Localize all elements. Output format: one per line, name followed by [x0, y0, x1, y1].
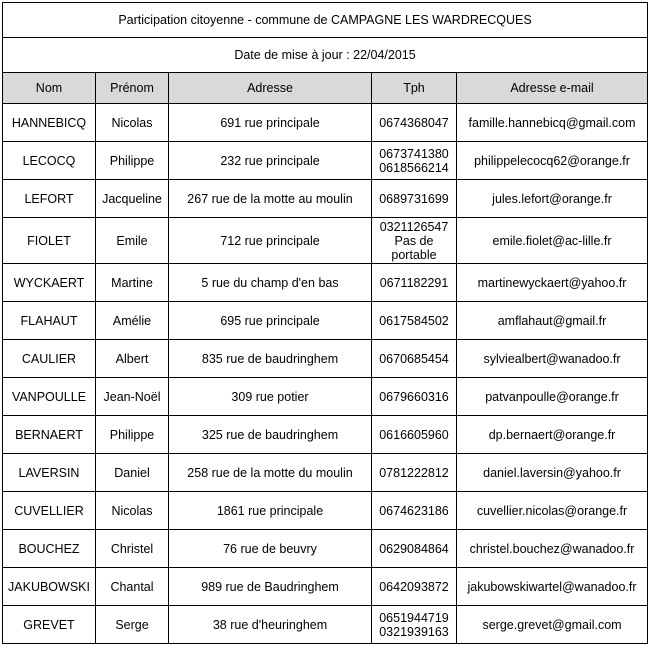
table-row [3, 302, 648, 340]
prenom-cell: Daniel [96, 454, 169, 492]
table-row [3, 218, 648, 264]
column-header-email: Adresse e-mail [457, 73, 648, 104]
column-header-adresse: Adresse [169, 73, 372, 104]
nom-cell: JAKUBOWSKI [3, 568, 96, 606]
prenom-cell: Christel [96, 530, 169, 568]
phone-line: 0321126547 [379, 219, 449, 234]
nom-cell: BOUCHEZ [3, 530, 96, 568]
phone-cell [372, 454, 457, 492]
prenom-cell: Serge [96, 606, 169, 644]
prenom-cell: Jacqueline [96, 180, 169, 218]
email-cell: jules.lefort@orange.fr [457, 180, 648, 218]
phone-cell [372, 340, 457, 378]
phone-line: 0616605960 [379, 427, 449, 442]
phone-cell [372, 492, 457, 530]
prenom-cell: Nicolas [96, 492, 169, 530]
prenom-cell: Jean-Noël [96, 378, 169, 416]
phone-cell [372, 142, 457, 180]
adresse-cell: 267 rue de la motte au moulin [169, 180, 372, 218]
adresse-cell: 835 rue de baudringhem [169, 340, 372, 378]
adresse-cell: 695 rue principale [169, 302, 372, 340]
nom-cell: FIOLET [3, 218, 96, 264]
nom-cell: VANPOULLE [3, 378, 96, 416]
phone-line: portable [391, 247, 437, 262]
adresse-cell: 1861 rue principale [169, 492, 372, 530]
nom-cell: GREVET [3, 606, 96, 644]
nom-cell: BERNAERT [3, 416, 96, 454]
column-header-prenom: Prénom [96, 73, 169, 104]
email-cell: emile.fiolet@ac-lille.fr [457, 218, 648, 264]
nom-cell: LEFORT [3, 180, 96, 218]
update-date: Date de mise à jour : 22/04/2015 [3, 38, 648, 73]
participants-table [2, 2, 648, 644]
table-row [3, 378, 648, 416]
email-cell: christel.bouchez@wanadoo.fr [457, 530, 648, 568]
nom-cell: HANNEBICQ [3, 104, 96, 142]
phone-cell [372, 530, 457, 568]
column-header-tph: Tph [372, 73, 457, 104]
phone-line: 0670685454 [379, 351, 449, 366]
email-cell: amflahaut@gmail.fr [457, 302, 648, 340]
phone-cell [372, 218, 457, 264]
phone-line: 0321939163 [379, 624, 449, 639]
adresse-cell: 691 rue principale [169, 104, 372, 142]
adresse-cell: 232 rue principale [169, 142, 372, 180]
phone-line: 0673741380 [379, 146, 449, 161]
email-cell: jakubowskiwartel@wanadoo.fr [457, 568, 648, 606]
email-cell: cuvellier.nicolas@orange.fr [457, 492, 648, 530]
email-cell: sylviealbert@wanadoo.fr [457, 340, 648, 378]
adresse-cell: 258 rue de la motte du moulin [169, 454, 372, 492]
nom-cell: WYCKAERT [3, 264, 96, 302]
table-row [3, 606, 648, 644]
adresse-cell: 989 rue de Baudringhem [169, 568, 372, 606]
nom-cell: CAULIER [3, 340, 96, 378]
phone-line: 0629084864 [379, 541, 449, 556]
table-row [3, 340, 648, 378]
phone-cell [372, 180, 457, 218]
table-row [3, 142, 648, 180]
table-row [3, 454, 648, 492]
phone-line: 0618566214 [379, 160, 449, 175]
nom-cell: FLAHAUT [3, 302, 96, 340]
nom-cell: LECOCQ [3, 142, 96, 180]
email-cell: serge.grevet@gmail.com [457, 606, 648, 644]
adresse-cell: 76 rue de beuvry [169, 530, 372, 568]
adresse-cell: 325 rue de baudringhem [169, 416, 372, 454]
phone-line: 0651944719 [379, 610, 449, 625]
phone-cell [372, 416, 457, 454]
adresse-cell: 38 rue d'heuringhem [169, 606, 372, 644]
prenom-cell: Philippe [96, 416, 169, 454]
adresse-cell: 309 rue potier [169, 378, 372, 416]
table-row [3, 264, 648, 302]
prenom-cell: Chantal [96, 568, 169, 606]
prenom-cell: Emile [96, 218, 169, 264]
table-row [3, 530, 648, 568]
phone-cell [372, 264, 457, 302]
prenom-cell: Martine [96, 264, 169, 302]
table-row [3, 568, 648, 606]
phone-line: 0642093872 [379, 579, 449, 594]
prenom-cell: Nicolas [96, 104, 169, 142]
phone-cell [372, 104, 457, 142]
nom-cell: CUVELLIER [3, 492, 96, 530]
phone-line: 0671182291 [379, 275, 449, 290]
adresse-cell: 5 rue du champ d'en bas [169, 264, 372, 302]
phone-line: 0781222812 [379, 465, 449, 480]
phone-line: 0674368047 [379, 115, 449, 130]
nom-cell: LAVERSIN [3, 454, 96, 492]
column-header-nom: Nom [3, 73, 96, 104]
table-body [3, 104, 648, 644]
prenom-cell: Amélie [96, 302, 169, 340]
prenom-cell: Philippe [96, 142, 169, 180]
table-row [3, 104, 648, 142]
phone-cell [372, 378, 457, 416]
participation-sheet [2, 2, 647, 644]
email-cell: dp.bernaert@orange.fr [457, 416, 648, 454]
table-header-row [3, 73, 648, 104]
phone-cell [372, 568, 457, 606]
prenom-cell: Albert [96, 340, 169, 378]
document-title: Participation citoyenne - commune de CAMPAGNE LES WARDRECQUES [3, 3, 648, 38]
phone-line: Pas de [394, 233, 434, 248]
table-row [3, 416, 648, 454]
table-row [3, 492, 648, 530]
phone-line: 0617584502 [379, 313, 449, 328]
phone-line: 0674623186 [379, 503, 449, 518]
email-cell: philippelecocq62@orange.fr [457, 142, 648, 180]
phone-line: 0689731699 [379, 191, 449, 206]
adresse-cell: 712 rue principale [169, 218, 372, 264]
phone-cell [372, 302, 457, 340]
phone-cell [372, 606, 457, 644]
email-cell: martinewyckaert@yahoo.fr [457, 264, 648, 302]
email-cell: daniel.laversin@yahoo.fr [457, 454, 648, 492]
email-cell: famille.hannebicq@gmail.com [457, 104, 648, 142]
phone-line: 0679660316 [379, 389, 449, 404]
table-row [3, 180, 648, 218]
email-cell: patvanpoulle@orange.fr [457, 378, 648, 416]
